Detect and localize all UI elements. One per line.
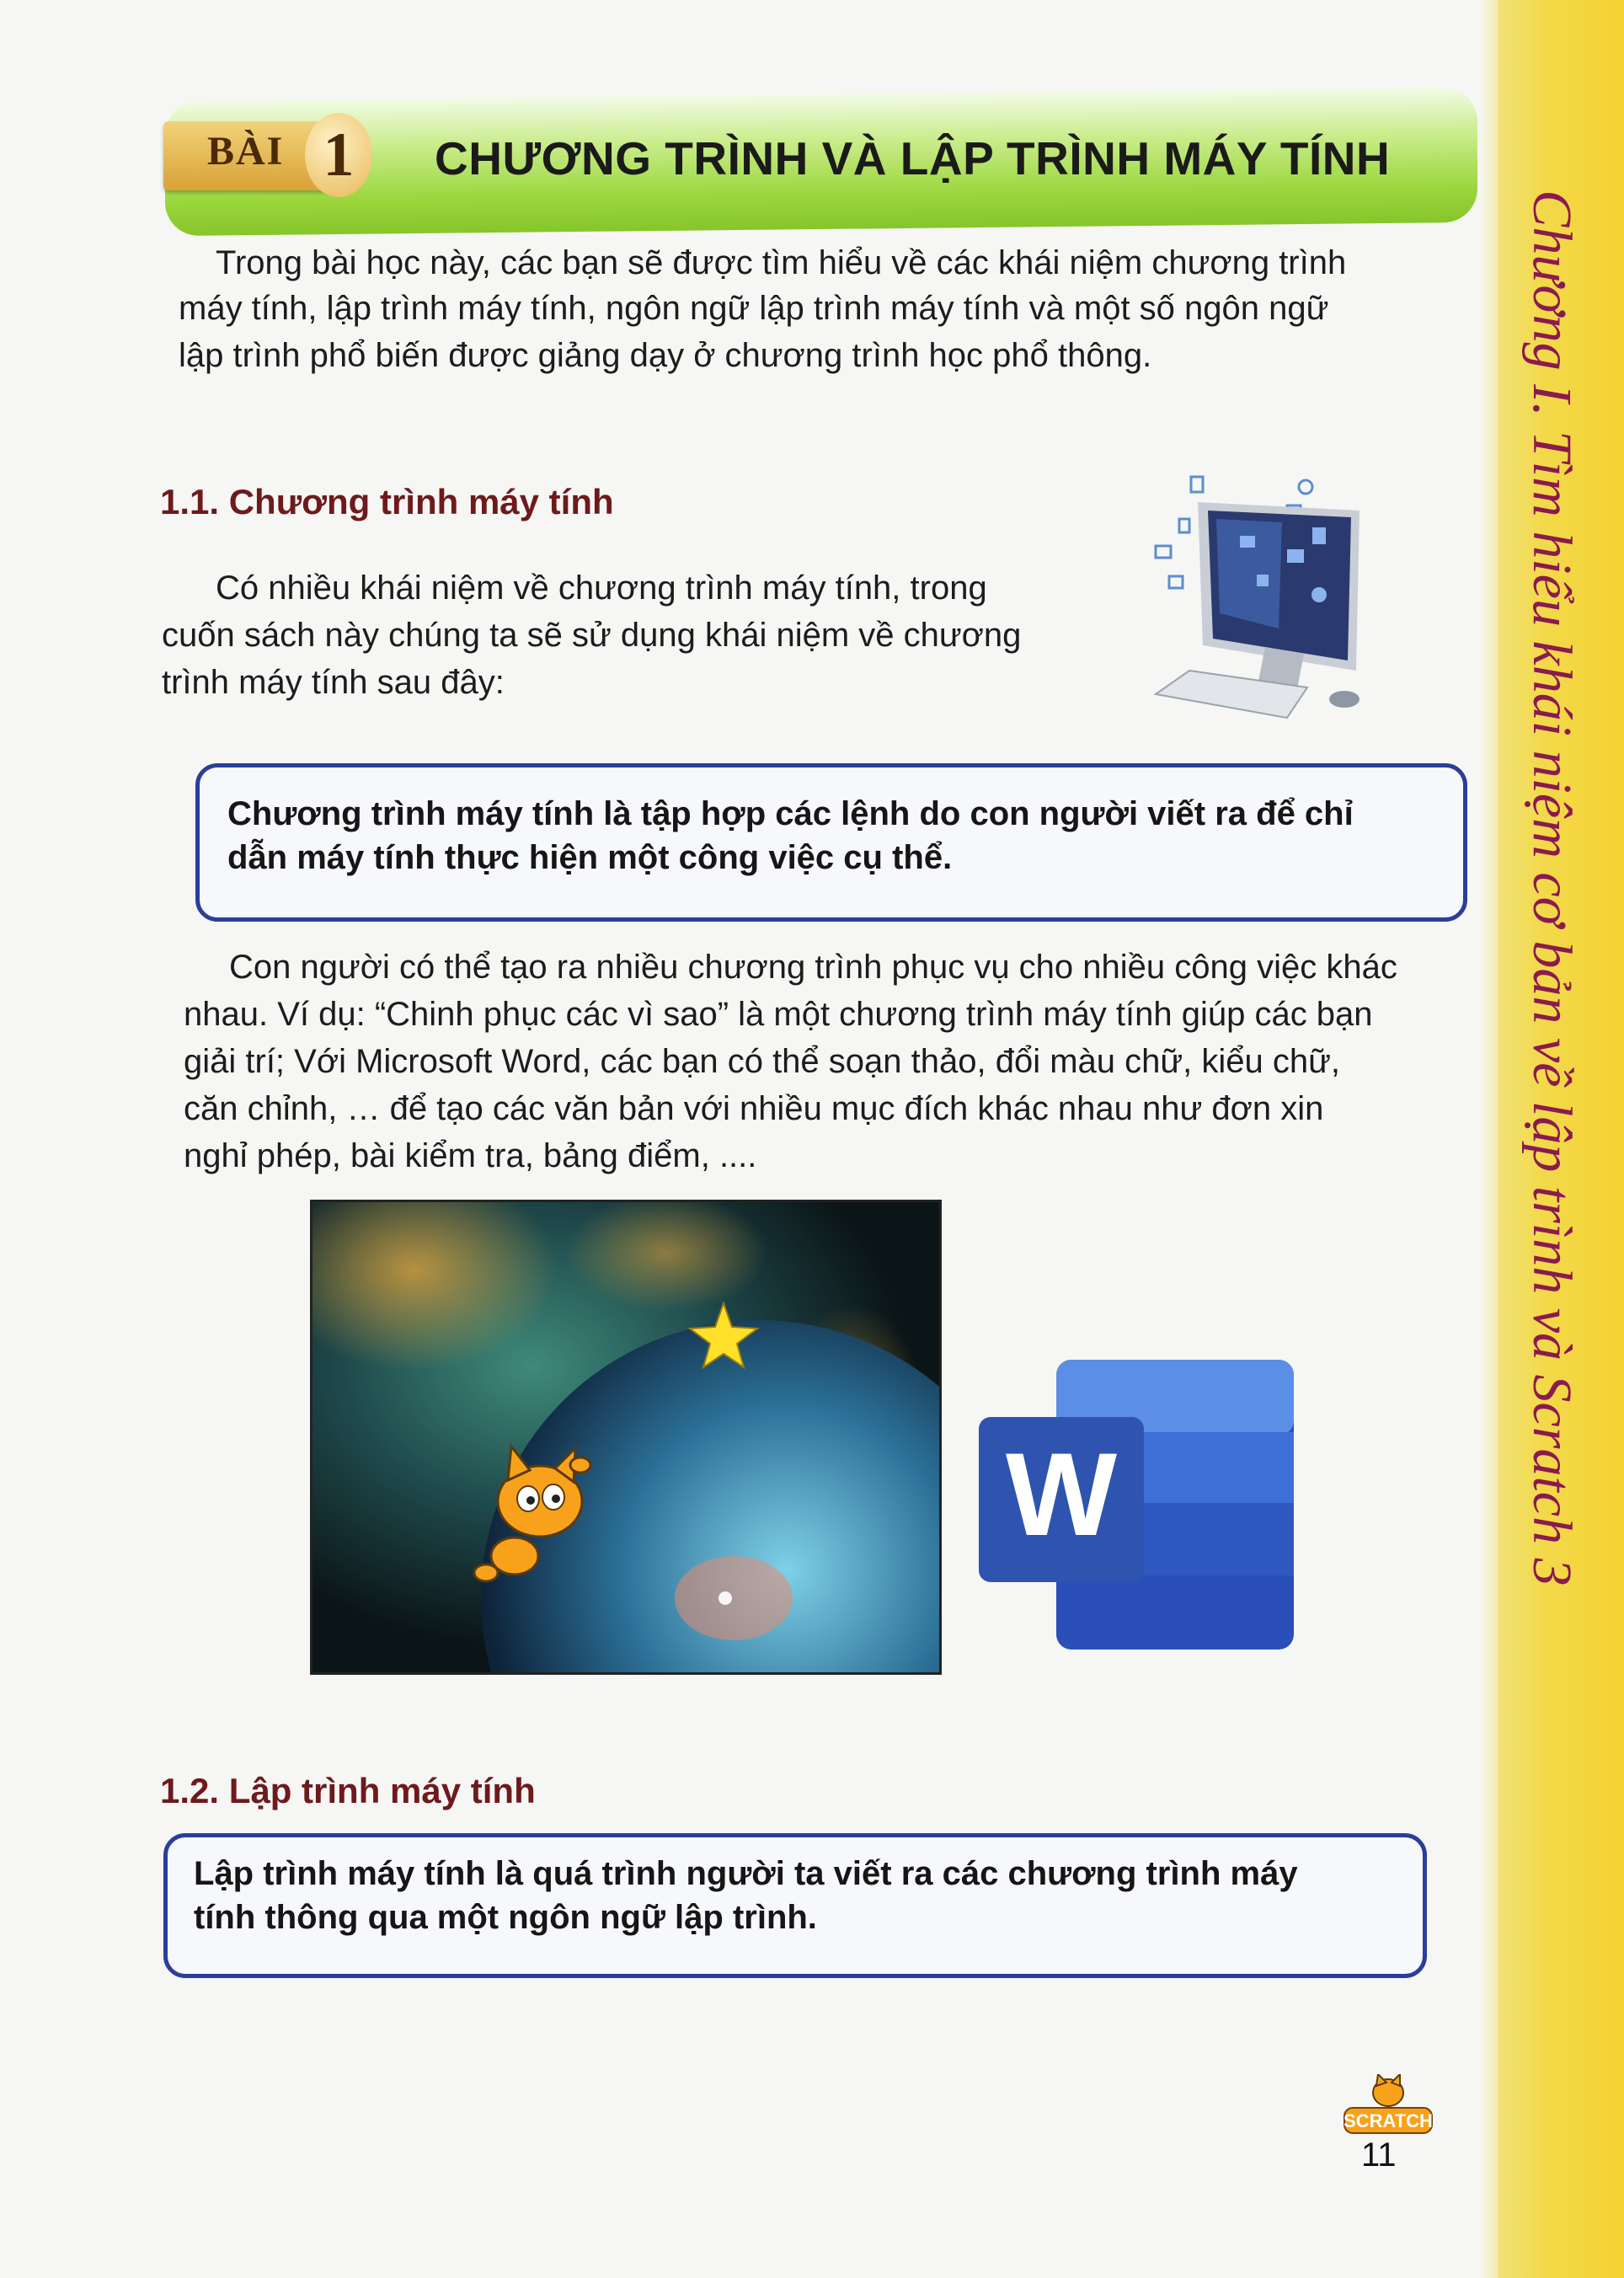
section-1-paragraph bbox=[162, 564, 1055, 706]
definition-line: Chương trình máy tính là tập hợp các lệnh do con người viết ra để chỉ bbox=[227, 795, 1354, 832]
lesson-badge-number: 1 bbox=[305, 113, 372, 197]
definition-text-programming bbox=[194, 1852, 1407, 1939]
section-heading-1-2: 1.2. Lập trình máy tính bbox=[160, 1771, 536, 1810]
side-band-edge bbox=[1479, 0, 1498, 2278]
space-game-screenshot bbox=[310, 1200, 942, 1675]
computer-illustration bbox=[1139, 468, 1383, 721]
space-scene bbox=[313, 1202, 939, 1672]
lesson-title: CHƯƠNG TRÌNH VÀ LẬP TRÌNH MÁY TÍNH bbox=[435, 132, 1391, 184]
definition-line: dẫn máy tính thực hiện một công việc cụ thể. bbox=[227, 839, 953, 876]
section-1-line: cuốn sách này chúng ta sẽ sử dụng khái niệm về chương bbox=[162, 617, 1022, 654]
example-line: căn chỉnh, … để tạo các văn bản với nhiều mục đích khác nhau như đơn xin bbox=[184, 1090, 1324, 1127]
lesson-badge-word: BÀI bbox=[207, 129, 285, 174]
section-heading-1-1: 1.1. Chương trình máy tính bbox=[160, 482, 614, 521]
scratch-mascot-logo bbox=[1339, 2074, 1437, 2136]
example-line: nghỉ phép, bài kiểm tra, bảng điểm, .... bbox=[184, 1137, 757, 1174]
definition-text-program bbox=[227, 792, 1440, 880]
intro-line: máy tính, lập trình máy tính, ngôn ngữ lập trình máy tính và một số ngôn ngữ bbox=[179, 290, 1329, 327]
intro-line: Trong bài học này, các bạn sẽ được tìm hiểu về các khái niệm chương trình bbox=[216, 244, 1347, 281]
example-line: nhau. Ví dụ: “Chinh phục các vì sao” là một chương trình máy tính giúp các bạn bbox=[184, 996, 1373, 1033]
intro-line: lập trình phổ biến được giảng dạy ở chương trình học phổ thông. bbox=[179, 337, 1152, 374]
chapter-side-title: Chương I. Tìm hiểu khái niệm cơ bản về lập trình và Scratch 3 bbox=[1521, 190, 1583, 1586]
lesson-badge bbox=[163, 116, 374, 197]
definition-line: tính thông qua một ngôn ngữ lập trình. bbox=[194, 1899, 817, 1936]
word-logo bbox=[979, 1360, 1299, 1651]
word-logo-letter: W bbox=[1005, 1428, 1118, 1560]
section-1-line: Có nhiều khái niệm về chương trình máy tính, trong bbox=[216, 570, 987, 607]
scratch-mascot-label: SCRATCH bbox=[1344, 2110, 1433, 2131]
example-paragraph bbox=[184, 944, 1464, 1179]
mouse bbox=[1329, 691, 1360, 708]
example-line: giải trí; Với Microsoft Word, các bạn có thể soạn thảo, đổi màu chữ, kiểu chữ, bbox=[184, 1043, 1341, 1080]
section-1-line: trình máy tính sau đây: bbox=[162, 664, 505, 701]
example-line: Con người có thể tạo ra nhiều chương trình phục vụ cho nhiều công việc khác bbox=[229, 949, 1397, 986]
intro-paragraph bbox=[179, 239, 1450, 379]
definition-line: Lập trình máy tính là quá trình người ta viết ra các chương trình máy bbox=[194, 1855, 1298, 1892]
page-number: 11 bbox=[1361, 2136, 1397, 2174]
